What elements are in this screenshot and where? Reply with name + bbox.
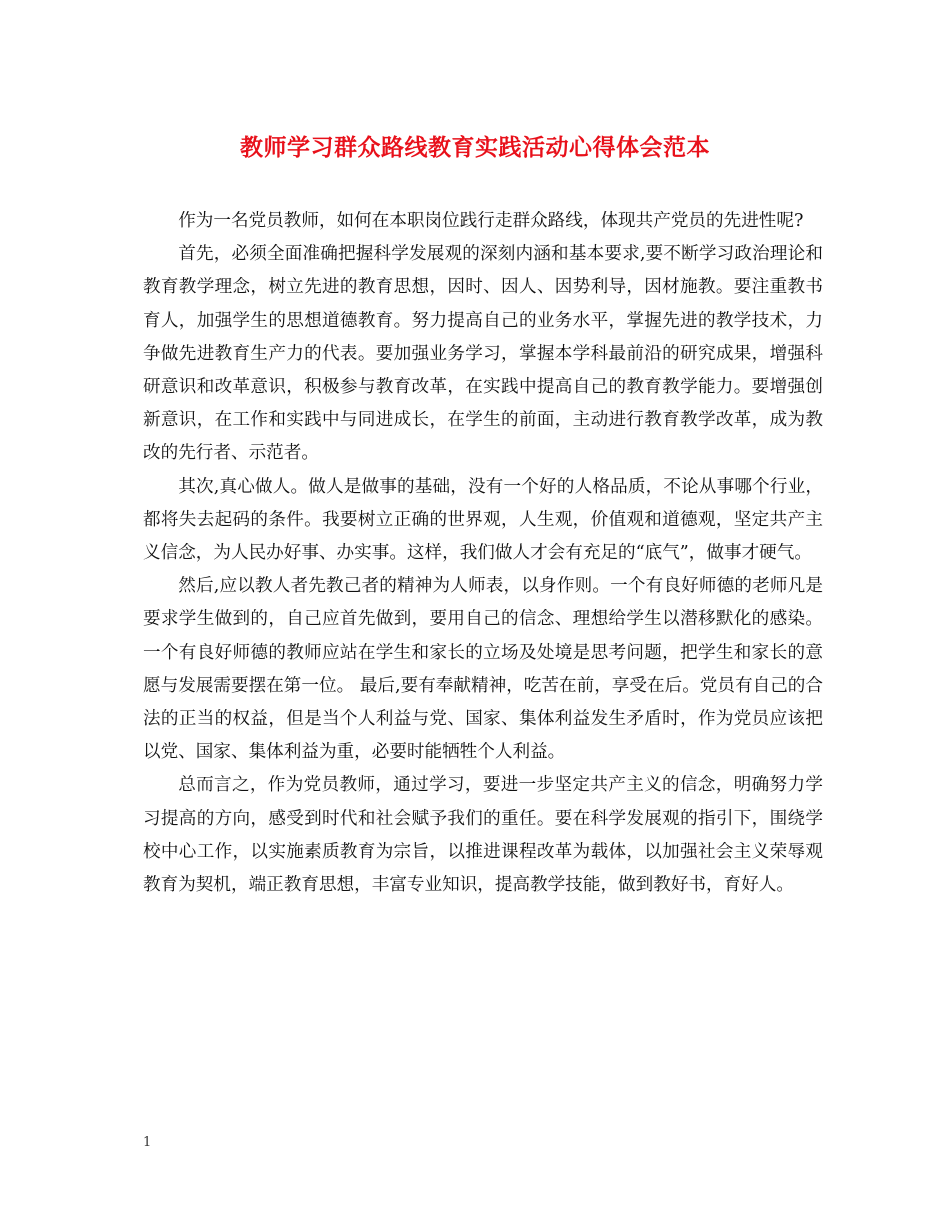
page-number: 1 bbox=[143, 1135, 152, 1150]
paragraph-third: 然后,应以教人者先教己者的精神为人师表，以身作则。一个有良好师德的老师凡是要求学生做到的，自己应首先做到，要用自己的信念、理想给学生以潜移默化的感染。一个有良好师德的教师应站在学生和家长的立场及处境是思考问题，把学生和家长的意愿与发展需要摆在第一位。 最后,要有奉献精神，吃苦在前，享受在后。党员有自己的合法的正当的权益，但是当个人利益与党、国家、集体利益发生矛盾时，作为党员应该把以党、国家、集体利益为重，必要时能牺牲个人利益。 bbox=[143, 576, 823, 763]
document-title: 教师学习群众路线教育实践活动心得体会范本 bbox=[240, 134, 710, 161]
paragraph-first: 首先，必须全面准确把握科学发展观的深刻内涵和基本要求,要不断学习政治理论和教育教学理念，树立先进的教育思想，因时、因人、因势利导，因材施教。要注重教书育人，加强学生的思想道德教育。努力提高自己的业务水平，掌握先进的教学技术，力争做先进教育生产力的代表。要加强业务学习，掌握本学科最前沿的研究成果，增强科研意识和改革意识，积极参与教育改革，在实践中提高自己的教育教学能力。要增强创新意识，在工作和实践中与同进成长，在学生的前面，主动进行教育教学改革，成为教改的先行者、示范者。 bbox=[143, 244, 823, 464]
paragraph-conclusion: 总而言之，作为党员教师，通过学习，要进一步坚定共产主义的信念，明确努力学习提高的方向，感受到时代和社会赋予我们的重任。要在科学发展观的指引下，围绕学校中心工作，以实施素质教育为宗旨，以推进课程改革为载体，以加强社会主义荣辱观教育为契机，端正教育思想，丰富专业知识，提高教学技能，做到教好书，育好人。 bbox=[143, 775, 823, 896]
paragraph-second: 其次,真心做人。做人是做事的基础，没有一个好的人格品质，不论从事哪个行业，都将失去起码的条件。我要树立正确的世界观，人生观，价值观和道德观，坚定共产主义信念，为人民办好事、办实事。这样，我们做人才会有充足的“底气”，做事才硬气。 bbox=[143, 476, 823, 564]
document-body bbox=[143, 205, 823, 902]
paragraph-intro: 作为一名党员教师，如何在本职岗位践行走群众路线，体现共产党员的先进性呢? bbox=[178, 211, 804, 231]
